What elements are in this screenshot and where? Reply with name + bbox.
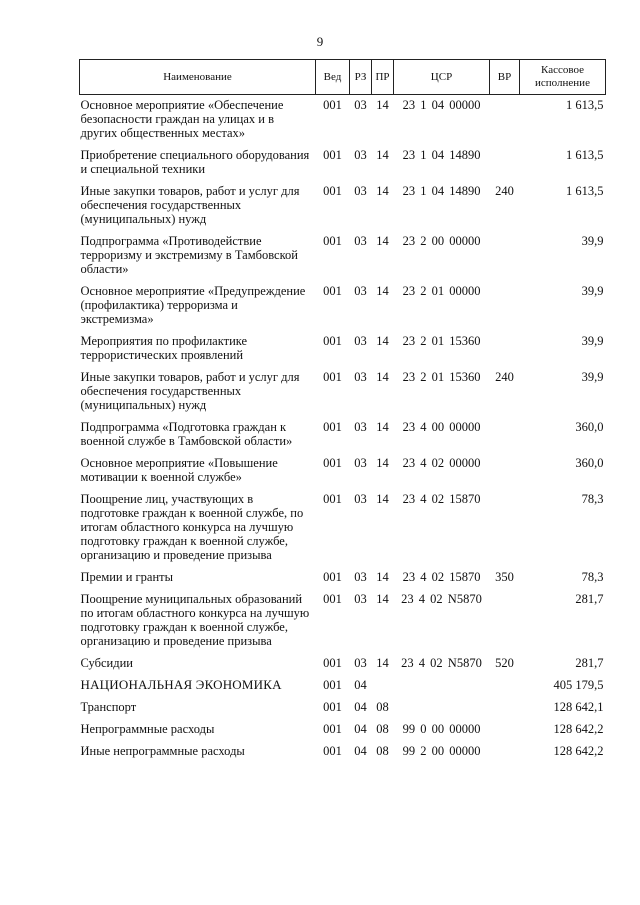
cell-sum: 281,7 [575, 656, 604, 670]
cell-pr: 08 [376, 700, 389, 714]
cell-sum: 128 642,1 [553, 700, 604, 714]
cell-rz: 03 [354, 98, 367, 112]
cell-name: Поощрение лиц, участвующих в подготовке граждан к военной службе, по итогам областного конкурса на лучшую подготовку граждан к военной службе, организацию и проведение призыва [80, 492, 304, 562]
cell-rz: 03 [354, 592, 367, 606]
cell-name: Основное мероприятие «Предупреждение (профилактика) терроризма и экстремизма» [80, 284, 306, 326]
cell-ved: 001 [323, 234, 342, 248]
cell-vr: 240 [495, 370, 514, 384]
cell-csr: 23 4 02 15870 [402, 492, 481, 506]
cell-csr: 23 2 00 00000 [402, 234, 481, 248]
cell-vr [490, 281, 520, 331]
table-row [80, 653, 606, 675]
cell-rz: 03 [354, 420, 367, 434]
cell-csr: 23 4 02 15870 [402, 570, 481, 584]
cell-vr: 240 [495, 184, 514, 198]
cell-pr: 14 [376, 234, 389, 248]
cell-rz: 03 [354, 334, 367, 348]
cell-pr: 14 [376, 370, 389, 384]
cell-ved: 001 [323, 334, 342, 348]
cell-pr: 14 [376, 656, 389, 670]
cell-vr [490, 95, 520, 146]
cell-pr: 14 [376, 184, 389, 198]
cell-sum: 39,9 [581, 334, 604, 348]
table-row [80, 181, 606, 231]
cell-pr: 14 [376, 98, 389, 112]
cell-sum: 1 613,5 [566, 98, 604, 112]
cell-sum: 78,3 [581, 492, 604, 506]
table-row [80, 675, 606, 697]
cell-csr: 99 0 00 00000 [402, 722, 481, 736]
cell-name: Субсидии [80, 656, 133, 670]
cell-rz: 03 [354, 370, 367, 384]
cell-rz: 03 [354, 284, 367, 298]
cell-pr: 14 [376, 284, 389, 298]
cell-name: Подпрограмма «Подготовка граждан к военной службе в Тамбовской области» [80, 420, 293, 448]
cell-vr [490, 453, 520, 489]
cell-csr: 99 2 00 00000 [402, 744, 481, 758]
cell-name: Поощрение муниципальных образований по итогам областного конкурса на лучшую подготовку граждан к военной службе, организацию и проведение призыва [80, 592, 310, 648]
cell-pr: 14 [376, 492, 389, 506]
cell-name: Транспорт [80, 700, 137, 714]
table-row [80, 697, 606, 719]
cell-sum: 360,0 [575, 456, 604, 470]
cell-ved: 001 [323, 656, 342, 670]
cell-vr [490, 589, 520, 653]
cell-sum: 128 642,2 [553, 744, 604, 758]
cell-vr [490, 697, 520, 719]
cell-name: Иные непрограммные расходы [80, 744, 245, 758]
cell-sum: 281,7 [575, 592, 604, 606]
cell-csr: 23 4 02 00000 [402, 456, 481, 470]
cell-name: Основное мероприятие «Повышение мотивации к военной службе» [80, 456, 278, 484]
cell-vr [490, 489, 520, 567]
cell-ved: 001 [323, 492, 342, 506]
cell-pr: 08 [376, 744, 389, 758]
cell-name: Подпрограмма «Противодействие терроризму и экстремизму в Тамбовской области» [80, 234, 298, 276]
table-row [80, 489, 606, 567]
header-name: Наименование [80, 60, 316, 95]
table-row [80, 719, 606, 741]
cell-ved: 001 [323, 184, 342, 198]
cell-sum: 39,9 [581, 234, 604, 248]
cell-pr: 14 [376, 420, 389, 434]
cell-ved: 001 [323, 744, 342, 758]
cell-name: НАЦИОНАЛЬНАЯ ЭКОНОМИКА [80, 677, 282, 692]
cell-vr [490, 675, 520, 697]
cell-rz: 03 [354, 148, 367, 162]
cell-csr: 23 2 01 15360 [402, 334, 481, 348]
cell-csr: 23 1 04 14890 [402, 184, 481, 198]
header-rz: РЗ [350, 60, 372, 95]
cell-vr [490, 417, 520, 453]
cell-sum: 39,9 [581, 284, 604, 298]
table-row [80, 231, 606, 281]
page-number: 9 [316, 34, 324, 49]
cell-csr: 23 2 01 00000 [402, 284, 481, 298]
table-row [80, 367, 606, 417]
cell-rz: 03 [354, 570, 367, 584]
cell-rz: 03 [354, 234, 367, 248]
cell-ved: 001 [323, 570, 342, 584]
cell-csr: 23 1 04 00000 [402, 98, 481, 112]
cell-ved: 001 [323, 370, 342, 384]
header-pr: ПР [372, 60, 394, 95]
header-ved: Вед [316, 60, 350, 95]
cell-ved: 001 [323, 722, 342, 736]
cell-name: Мероприятия по профилактике террористических проявлений [80, 334, 248, 362]
cell-sum: 1 613,5 [566, 148, 604, 162]
cell-rz: 04 [354, 700, 367, 714]
header-sum: Кассовое исполнение [520, 60, 606, 95]
cell-vr: 350 [495, 570, 514, 584]
cell-name: Непрограммные расходы [80, 722, 215, 736]
cell-pr: 14 [376, 148, 389, 162]
cell-ved: 001 [323, 700, 342, 714]
table-body [80, 95, 606, 764]
cell-sum: 405 179,5 [553, 678, 604, 692]
cell-vr [490, 719, 520, 741]
table-row [80, 145, 606, 181]
cell-ved: 001 [323, 420, 342, 434]
cell-ved: 001 [323, 148, 342, 162]
table-row [80, 417, 606, 453]
cell-vr [490, 331, 520, 367]
cell-ved: 001 [323, 98, 342, 112]
cell-sum: 360,0 [575, 420, 604, 434]
cell-csr: 23 1 04 14890 [402, 148, 481, 162]
cell-sum: 39,9 [581, 370, 604, 384]
cell-rz: 03 [354, 456, 367, 470]
cell-sum: 128 642,2 [553, 722, 604, 736]
cell-rz: 03 [354, 492, 367, 506]
cell-name: Иные закупки товаров, работ и услуг для обеспечения государственных (муниципальных) нужд [80, 370, 300, 412]
table-row [80, 331, 606, 367]
header-csr: ЦСР [394, 60, 490, 95]
cell-rz: 03 [354, 184, 367, 198]
cell-csr [394, 697, 490, 719]
cell-csr [394, 675, 490, 697]
cell-name: Основное мероприятие «Обеспечение безопасности граждан на улицах и в других общественных местах» [80, 98, 284, 140]
table-row [80, 281, 606, 331]
table-row [80, 567, 606, 589]
table-header [80, 60, 606, 95]
cell-sum: 78,3 [581, 570, 604, 584]
cell-pr [372, 675, 394, 697]
cell-rz: 03 [354, 656, 367, 670]
cell-vr: 520 [495, 656, 514, 670]
cell-pr: 14 [376, 456, 389, 470]
cell-csr: 23 4 00 00000 [402, 420, 481, 434]
table-row [80, 95, 606, 146]
table-row [80, 453, 606, 489]
cell-vr [490, 741, 520, 763]
cell-name: Иные закупки товаров, работ и услуг для обеспечения государственных (муниципальных) нужд [80, 184, 300, 226]
cell-csr: 23 2 01 15360 [402, 370, 481, 384]
budget-table [79, 59, 606, 763]
header-vr: ВР [490, 60, 520, 95]
cell-rz: 04 [354, 744, 367, 758]
cell-rz: 04 [354, 678, 367, 692]
cell-pr: 08 [376, 722, 389, 736]
cell-ved: 001 [323, 456, 342, 470]
cell-pr: 14 [376, 592, 389, 606]
cell-vr [490, 145, 520, 181]
cell-name: Премии и гранты [80, 570, 174, 584]
cell-vr [490, 231, 520, 281]
cell-pr: 14 [376, 570, 389, 584]
cell-csr: 23 4 02 N5870 [401, 656, 482, 670]
table-row [80, 589, 606, 653]
cell-pr: 14 [376, 334, 389, 348]
cell-ved: 001 [323, 284, 342, 298]
cell-rz: 04 [354, 722, 367, 736]
cell-sum: 1 613,5 [566, 184, 604, 198]
cell-ved: 001 [323, 592, 342, 606]
cell-ved: 001 [323, 678, 342, 692]
table-row [80, 741, 606, 763]
cell-name: Приобретение специального оборудования и специальной техники [80, 148, 310, 176]
cell-csr: 23 4 02 N5870 [401, 592, 482, 606]
